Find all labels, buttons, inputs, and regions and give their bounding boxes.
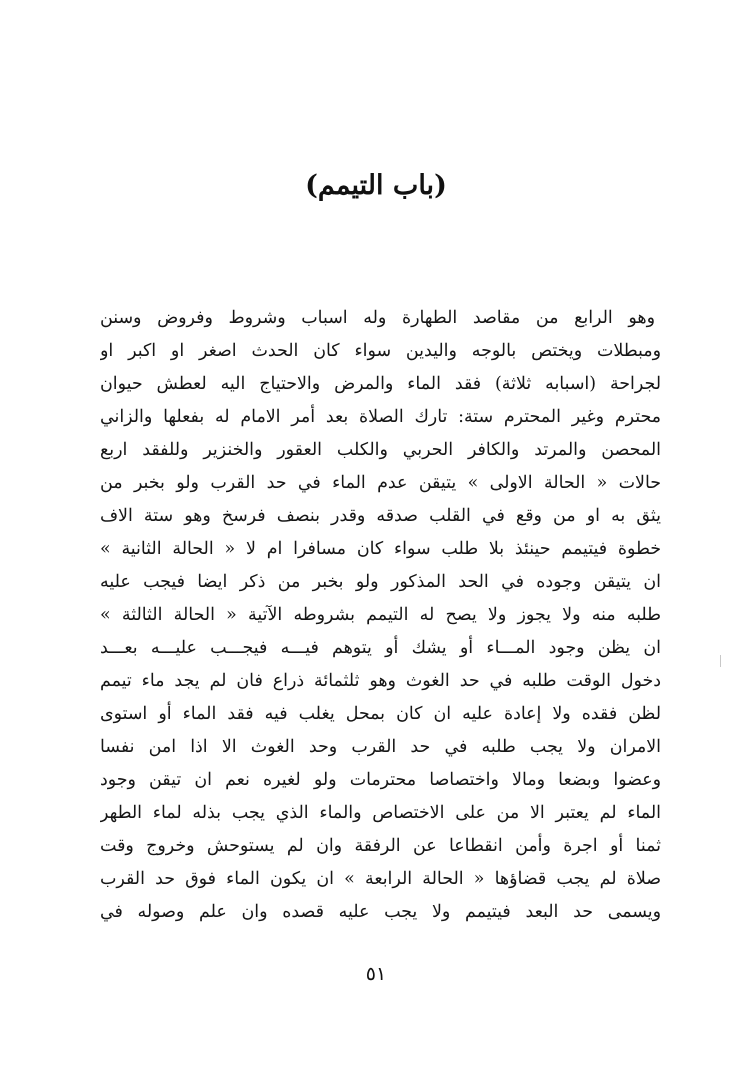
text-line: خطوة فيتيمم حينئذ بلا طلب سواء كان مسافرا ام لا « الحالة الثانية » [100,539,661,559]
text-line: صلاة لم يجب قضاؤها « الحالة الرابعة » ان يكون الماء فوق حد القرب [100,869,661,889]
text-line: ومبطلات ويختص بالوجه واليدين سواء كان الحدث اصغر او اكبر او [100,341,661,361]
text-line: محترم وغير المحترم ستة: تارك الصلاة بعد أمر الامام له بفعلها والزاني [100,407,661,427]
margin-mark [720,655,721,667]
text-line: ان يظن وجود المـــاء أو يشك أو يتوهم فيـــه فيجـــب عليـــه بعـــد [100,638,661,658]
text-line: ان يتيقن وجوده في الحد المذكور ولو بخبر من ذكر ايضا فيجب عليه [100,572,661,592]
page-number: ٥١ [365,963,387,985]
text-line: وعضوا وبضعا ومالا واختصاصا محترمات ولو لغيره نعم ان تيقن وجود [100,770,661,790]
text-line: ويسمى حد البعد فيتيمم ولا يجب عليه قصده وان علم وصوله في [100,902,661,922]
text-line: المحصن والمرتد والكافر الحربي والكلب العقور والخنزير وللفقد اربع [100,440,661,460]
text-line: يثق به او من وقع في القلب صدقه وقدر بنصف فرسخ وهو ستة الاف [100,506,661,526]
text-line: لظن فقده ولا إعادة عليه ان كان بمحل يغلب فيه فقد الماء أو استوى [100,704,661,724]
text-line: دخول الوقت طلبه في حد الغوث وهو ثلثمائة ذراع فان لم يجد ماء تيمم [100,671,661,691]
text-line: لجراحة (اسبابه ثلاثة) فقد الماء والمرض والاحتياج اليه لعطش حيوان [100,374,661,394]
text-line: الامران ولا يجب طلبه في حد القرب وحد الغوث الا اذا امن نفسا [100,737,661,757]
text-line: وهو الرابع من مقاصد الطهارة وله اسباب وشروط وفروض وسنن [100,308,655,328]
chapter-title: (باب التيمم) [305,170,447,201]
text-line: ثمنا أو اجرة وأمن انقطاعا عن الرفقة وان لم يستوحش وخروج وقت [100,836,661,856]
text-line: طلبه منه ولا يجوز ولا يصح له التيمم بشروطه الآتية « الحالة الثالثة » [100,605,661,625]
text-line: الماء لم يعتبر الا من على الاختصاص والماء الذي يجب بذله لماء الطهر [100,803,661,823]
text-line: حالات « الحالة الاولى » يتيقن عدم الماء في حد القرب ولو بخبر من [100,473,661,493]
body-text [100,302,661,929]
